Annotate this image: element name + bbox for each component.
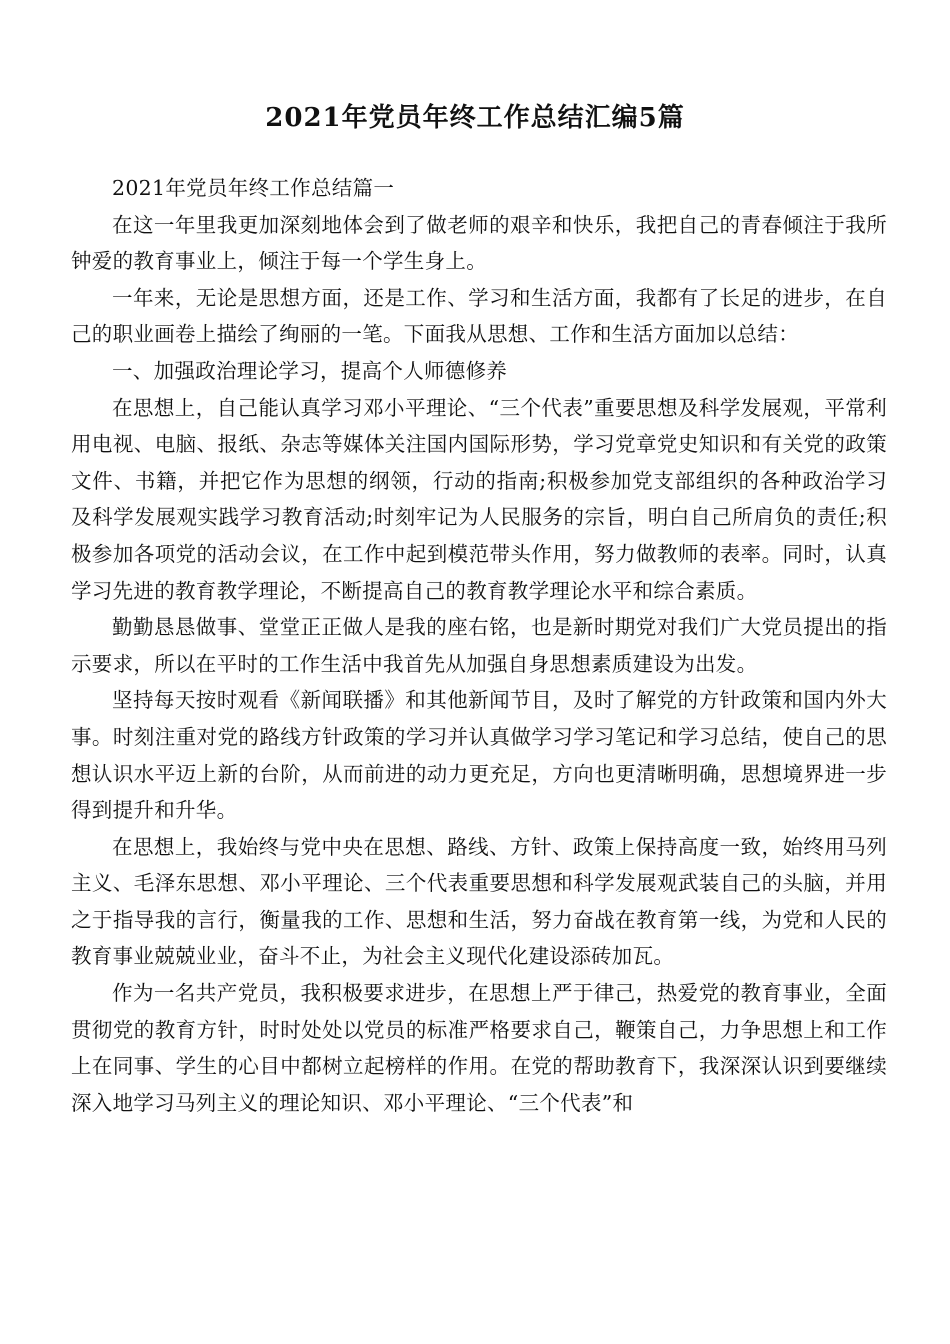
paragraph: 作为一名共产党员，我积极要求进步，在思想上严于律己，热爱党的教育事业，全面贯彻党的教育方针，时时处处以党员的标准严格要求自己，鞭策自己，力争思想上和工作上在同事、学生的心目中都树立起榜样的作用。在党的帮助教育下，我深深认识到要继续深入地学习马列主义的理论知识、邓小平理论、“三个代表”和	[71, 981, 887, 1115]
paragraph: 勤勤恳恳做事、堂堂正正做人是我的座右铭，也是新时期党对我们广大党员提出的指示要求，所以在平时的工作生活中我首先从加强自身思想素质建设为出发。	[71, 615, 887, 676]
paragraph: 一年来，无论是思想方面，还是工作、学习和生活方面，我都有了长足的进步，在自己的职业画卷上描绘了绚丽的一笔。下面我从思想、工作和生活方面加以总结：	[71, 285, 887, 347]
subsection-heading: 一、加强政治理论学习，提高个人师德修养	[112, 358, 508, 383]
document-body	[71, 170, 887, 1121]
section-heading: 2021年党员年终工作总结篇一	[112, 176, 395, 200]
document-title: 2021年党员年终工作总结汇编5篇	[265, 103, 685, 133]
paragraph: 在思想上，我始终与党中央在思想、路线、方针、政策上保持高度一致，始终用马列主义、毛泽东思想、邓小平理论、三个代表重要思想和科学发展观武装自己的头脑，并用之于指导我的言行，衡量我的工作、思想和生活，努力奋战在教育第一线，为党和人民的教育事业兢兢业业，奋斗不止，为社会主义现代化建设添砖加瓦。	[71, 834, 887, 969]
paragraph: 在思想上，自己能认真学习邓小平理论、“三个代表”重要思想及科学发展观，平常利用电视、电脑、报纸、杂志等媒体关注国内国际形势，学习党章党史知识和有关党的政策文件、书籍，并把它作为思想的纲领，行动的指南;积极参加党支部组织的各种政治学习及科学发展观实践学习教育活动;时刻牢记为人民服务的宗旨，明白自己所肩负的责任;积极参加各项党的活动会议，在工作中起到模范带头作用，努力做教师的表率。同时，认真学习先进的教育教学理论，不断提高自己的教育教学理论水平和综合素质。	[71, 395, 887, 603]
paragraph: 在这一年里我更加深刻地体会到了做老师的艰辛和快乐，我把自己的青春倾注于我所钟爱的教育事业上，倾注于每一个学生身上。	[71, 212, 887, 274]
paragraph: 坚持每天按时观看《新闻联播》和其他新闻节目，及时了解党的方针政策和国内外大事。时刻注重对党的路线方针政策的学习并认真做学习学习笔记和学习总结，使自己的思想认识水平迈上新的台阶，从而前进的动力更充足，方向也更清晰明确，思想境界进一步得到提升和升华。	[71, 688, 887, 823]
